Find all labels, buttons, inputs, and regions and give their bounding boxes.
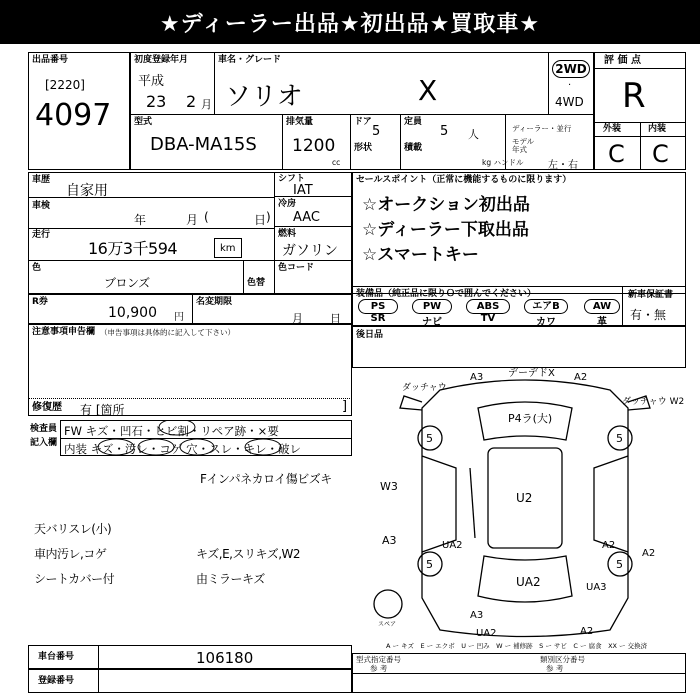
- year-label-small: 年式: [512, 145, 527, 154]
- shape-label: 形状: [354, 143, 373, 153]
- sales-points-label: セールスポイント（正常に機能するものに限ります）: [356, 175, 572, 185]
- drive-2wd: 2WD: [552, 60, 590, 78]
- notes-label: 注意事項申告欄: [32, 327, 96, 337]
- note-left-3: シートカバー付: [34, 572, 115, 586]
- inspector-circles: [60, 420, 352, 456]
- repair-bracket-close: ]: [342, 399, 348, 414]
- lot-number-label: 出品番号: [32, 55, 69, 65]
- equip-sr: SR: [370, 313, 386, 324]
- mileage-value: 16万3千594: [88, 239, 178, 258]
- mileage-label: 走行: [32, 230, 51, 240]
- sales-point-2: ☆ディーラー下取出品: [362, 220, 529, 240]
- first-reg-month: 2: [186, 92, 197, 111]
- dealer-label: ディーラー・並行: [512, 124, 572, 133]
- color-code-label: 色コード: [278, 263, 315, 273]
- note-left-2: 車内汚レ,コゲ: [34, 547, 107, 561]
- mark-dacchau-right: ダッチャウ W2: [622, 397, 685, 407]
- drive-4wd: 4WD: [555, 95, 584, 109]
- inspector-row-2: 内装 キズ・汚レ・コゲ 穴・スレ・キレ・破レ: [64, 442, 301, 456]
- first-reg-year: 23: [146, 92, 167, 111]
- ac-value: AAC: [293, 210, 320, 225]
- meigi-label: 名変期限: [196, 297, 233, 307]
- equip-kawa: カワ: [536, 317, 556, 328]
- equip-leather: 革: [597, 317, 607, 328]
- damage-legend: A ー キズ E ー エクボ U ー 凹み W ー 補修跡 S ー サビ C ー 腐食 XX ー 交換済: [386, 642, 648, 650]
- mark-a2-right-2: A2: [642, 548, 656, 559]
- doors-label: ドア: [354, 117, 372, 127]
- load-label: 積載: [404, 143, 423, 153]
- fuel-value: ガソリン: [282, 243, 338, 259]
- equip-abs: ABS: [466, 299, 510, 314]
- car-grade: X: [418, 74, 438, 107]
- color-value: ブロンズ: [104, 276, 150, 290]
- mark-u2: U2: [516, 491, 533, 505]
- mark-a2-right-1: A2: [602, 540, 616, 551]
- first-reg-label: 初度登録年月: [134, 55, 189, 65]
- capacity-value: 5: [440, 124, 449, 139]
- chassis-box: [28, 645, 352, 669]
- color-label: 色: [32, 263, 42, 273]
- mileage-unit: km: [220, 243, 236, 254]
- exterior-rating: C: [608, 140, 625, 168]
- mark-a2-top: A2: [574, 372, 588, 383]
- mark-ua2-left: UA2: [442, 540, 463, 551]
- drive-dot: ·: [568, 80, 572, 91]
- inspection-year: 年: [134, 213, 147, 227]
- lot-number-sub: [2220]: [45, 78, 85, 92]
- mark-ua2-bottom: UA2: [476, 628, 497, 639]
- recycle-label: R券: [32, 297, 48, 307]
- equip-aw: AW: [584, 299, 620, 314]
- inspection-day: 日: [254, 213, 267, 227]
- recycle-value: 10,900: [108, 305, 157, 321]
- model-label-small: モデル: [512, 137, 535, 146]
- ref-label-2: 参 考: [546, 664, 564, 673]
- inspector-label-1: 検査員: [30, 424, 58, 434]
- mark-a2-bottom: A2: [580, 626, 594, 637]
- inspection-paren-close: ): [266, 210, 271, 224]
- note-mid-2: 由ミラーキズ: [196, 572, 265, 586]
- mark-dacchau-left: ダッチャウ: [402, 383, 447, 393]
- mark-dedo: デーデドX: [508, 368, 555, 379]
- inspection-month: 月: [186, 213, 199, 227]
- chassis-value: 106180: [196, 649, 254, 667]
- equip-airbag: エアB: [524, 299, 568, 314]
- registration-box: [28, 669, 352, 693]
- new-warranty-value: 有・無: [630, 308, 667, 322]
- lot-number: 4097: [35, 98, 112, 133]
- registration-label: 登録番号: [38, 676, 75, 686]
- rear-items-box: [352, 326, 686, 368]
- first-reg-era: 平成: [138, 74, 165, 89]
- displacement-unit: cc: [332, 158, 341, 167]
- car-damage-diagram: [360, 368, 690, 648]
- chassis-label: 車台番号: [38, 652, 75, 662]
- note-left-1: 天バリスレ(小): [34, 522, 112, 536]
- interior-label: 内装: [648, 124, 667, 134]
- recycle-box: [28, 294, 352, 324]
- doors-value: 5: [372, 124, 381, 139]
- capacity-label: 定員: [404, 117, 423, 127]
- exterior-label: 外装: [603, 124, 622, 134]
- repair-label: 修復歴: [32, 402, 62, 413]
- notes-sublabel: （申告事項は具体的に記入して下さい）: [100, 328, 235, 337]
- handle-values: 左・右: [548, 160, 578, 171]
- rating-value: R: [622, 76, 646, 116]
- mark-spare: スペア: [378, 621, 397, 628]
- equip-tv: TV: [480, 313, 496, 324]
- mark-ua2-center: UA2: [516, 575, 541, 589]
- model-label: 型式: [134, 117, 153, 127]
- history-label: 車歴: [32, 175, 51, 185]
- equipment-label: 装備品（純正品に限りＯで囲んでください）: [356, 289, 537, 299]
- mark-wheel-fl: 5: [426, 432, 433, 445]
- displacement-value: 1200: [292, 136, 336, 156]
- mark-w3: W3: [380, 480, 398, 493]
- note-front: Fインパネカロイ傷ビズキ: [200, 472, 332, 486]
- car-name-label: 車名・グレード: [218, 55, 282, 65]
- meigi-day: 日: [330, 312, 341, 325]
- mark-wheel-fr: 5: [616, 432, 623, 445]
- mark-a3-left: A3: [382, 534, 397, 547]
- mark-ua3: UA3: [586, 582, 607, 593]
- equip-navi: ナビ: [422, 317, 442, 328]
- mark-p4: P4ラ(大): [508, 412, 553, 425]
- rear-items-label: 後日品: [356, 330, 384, 340]
- sales-point-3: ☆スマートキー: [362, 245, 479, 265]
- model-value: DBA-MA15S: [150, 134, 257, 155]
- shift-label: シフト: [278, 174, 306, 184]
- ref-label-1: 参 考: [370, 664, 388, 673]
- rating-label: 評 価 点: [604, 55, 641, 66]
- car-name: ソリオ: [225, 82, 303, 112]
- new-warranty-label: 新車保証書: [628, 290, 674, 300]
- repair-value: 有 [箇所: [80, 403, 125, 417]
- inspector-label-2: 記入欄: [30, 438, 58, 448]
- inspection-paren-open: (: [204, 210, 209, 224]
- shift-value: IAT: [293, 183, 313, 198]
- fuel-label: 燃料: [278, 229, 297, 239]
- class-number-label: 類別区分番号: [540, 655, 585, 664]
- mark-a3-top: A3: [470, 372, 484, 383]
- notes-box: [28, 324, 352, 416]
- ac-label: 冷房: [278, 199, 297, 209]
- displacement-label: 排気量: [286, 117, 314, 127]
- sales-point-1: ☆オークション初出品: [362, 195, 530, 215]
- type-number-label: 型式指定番号: [356, 655, 401, 664]
- note-mid-1: キズ,E,スリキズ,W2: [196, 547, 301, 561]
- equip-ps: PS: [358, 299, 398, 314]
- paint-label: 色替: [247, 278, 266, 288]
- mark-wheel-rr: 5: [616, 558, 623, 571]
- mark-wheel-rl: 5: [426, 558, 433, 571]
- history-value: 自家用: [66, 183, 108, 199]
- first-reg-month-unit: 月: [201, 98, 212, 111]
- inspection-label: 車検: [32, 201, 51, 211]
- header-banner: ★ディーラー出品★初出品★買取車★: [0, 0, 700, 44]
- handle-label: kg ハンドル: [482, 158, 524, 167]
- inspector-row-1: FW キズ・凹石・ヒビ割・リペア跡・×要: [64, 424, 279, 438]
- interior-rating: C: [652, 140, 669, 168]
- mark-a3-bottom: A3: [470, 610, 484, 621]
- capacity-unit: 人: [468, 128, 479, 141]
- recycle-unit: 円: [174, 312, 184, 323]
- meigi-month: 月: [292, 312, 303, 325]
- equip-pw: PW: [412, 299, 452, 314]
